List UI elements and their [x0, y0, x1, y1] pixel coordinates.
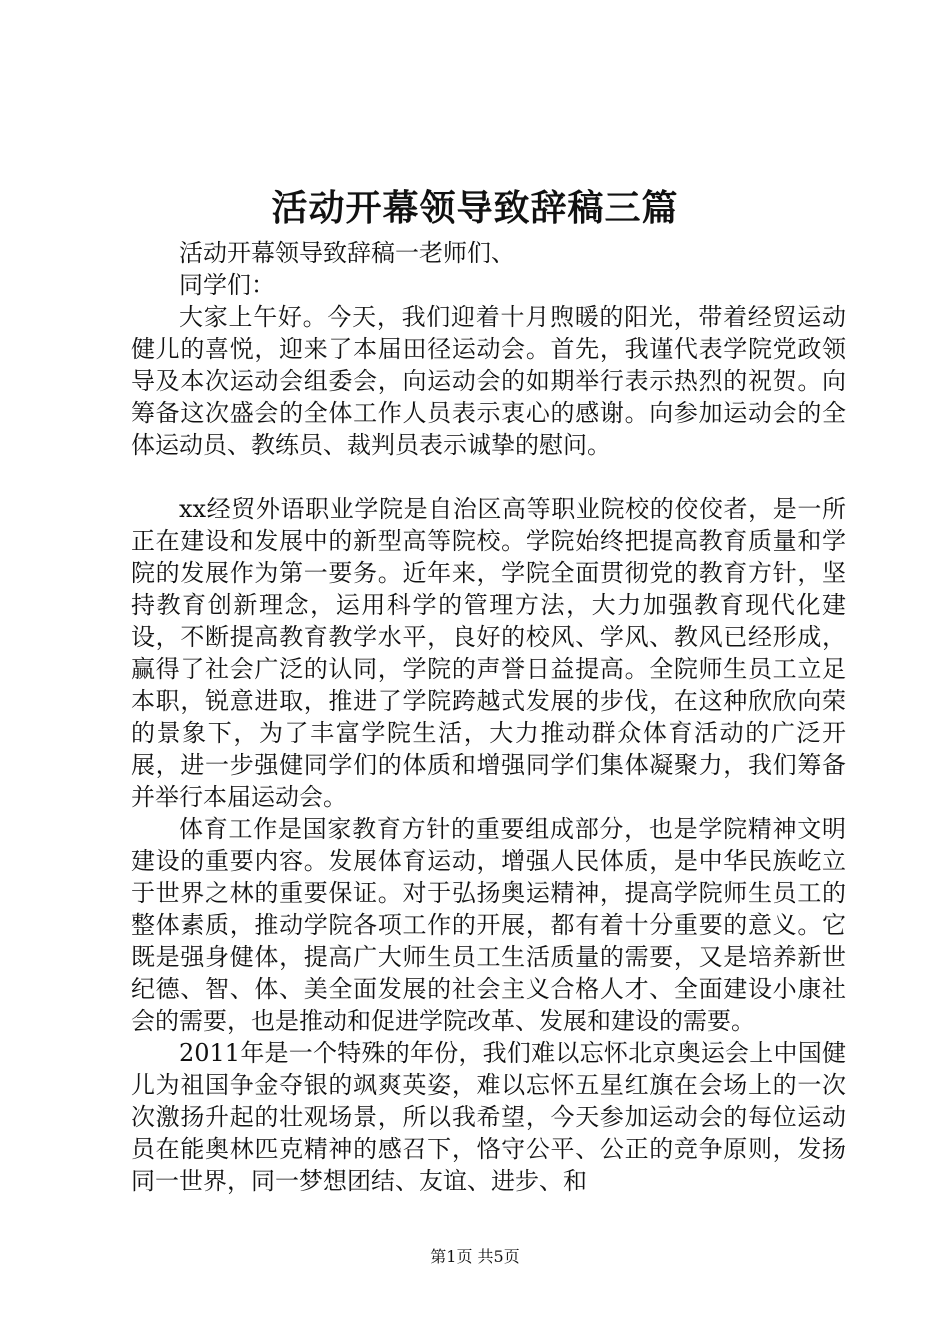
- paragraph-greeting-1: 活动开幕领导致辞稿一老师们、: [179, 239, 515, 267]
- paragraph-sports-importance: 体育工作是国家教育方针的重要组成部分，也是学院精神文明建设的重要内容。发展体育运动，增强人民体质，是中华民族屹立于世界之林的重要保证。对于弘扬奥运精神，提高学院师生员工的整体素质，推动学院各项工作的开展，都有着十分重要的意义。它既是强身健体，提高广大师生员工生活质量的需要，又是培养新世纪德、智、体、美全面发展的社会主义合格人才、全面建设小康社会的需要，也是推动和促进学院改革、发展和建设的需要。: [131, 815, 846, 1035]
- paragraph-spacer: [131, 461, 846, 493]
- paragraph-college-intro: xx经贸外语职业学院是自治区高等职业院校的佼佼者，是一所正在建设和发展中的新型高等院校。学院始终把提高教育质量和学院的发展作为第一要务。近年来，学院全面贯彻党的教育方针，坚持教育创新理念，运用科学的管理方法，大力加强教育现代化建设，不断提高教育教学水平，良好的校风、学风、教风已经形成，赢得了社会广泛的认同，学院的声誉日益提高。全院师生员工立足本职，锐意进取，推进了学院跨越式发展的步伐，在这种欣欣向荣的景象下，为了丰富学院生活，大力推动群众体育活动的广泛开展，进一步强健同学们的体质和增强同学们集体凝聚力，我们筹备并举行本届运动会。: [131, 495, 846, 811]
- paragraph-olympic-spirit: 2011年是一个特殊的年份，我们难以忘怀北京奥运会上中国健儿为祖国争金夺银的飒爽英姿，难以忘怀五星红旗在会场上的一次次激扬升起的壮观场景，所以我希望，今天参加运动会的每位运动员在能奥林匹克精神的感召下，恪守公平、公正的竞争原则，发扬同一世界，同一梦想团结、友谊、进步、和: [131, 1039, 846, 1195]
- paragraph-greeting-2: 同学们：: [179, 271, 275, 299]
- paragraph-welcome: 大家上午好。今天，我们迎着十月煦暖的阳光，带着经贸运动健儿的喜悦，迎来了本届田径运动会。首先，我谨代表学院党政领导及本次运动会组委会，向运动会的如期举行表示热烈的祝贺。向筹备这次盛会的全体工作人员表示衷心的感谢。向参加运动会的全体运动员、教练员、裁判员表示诚挚的慰问。: [131, 303, 846, 459]
- page-number-footer: 第1页 共5页: [430, 1247, 520, 1266]
- document-body: [131, 237, 846, 1197]
- document-title: 活动开幕领导致辞稿三篇: [271, 187, 679, 229]
